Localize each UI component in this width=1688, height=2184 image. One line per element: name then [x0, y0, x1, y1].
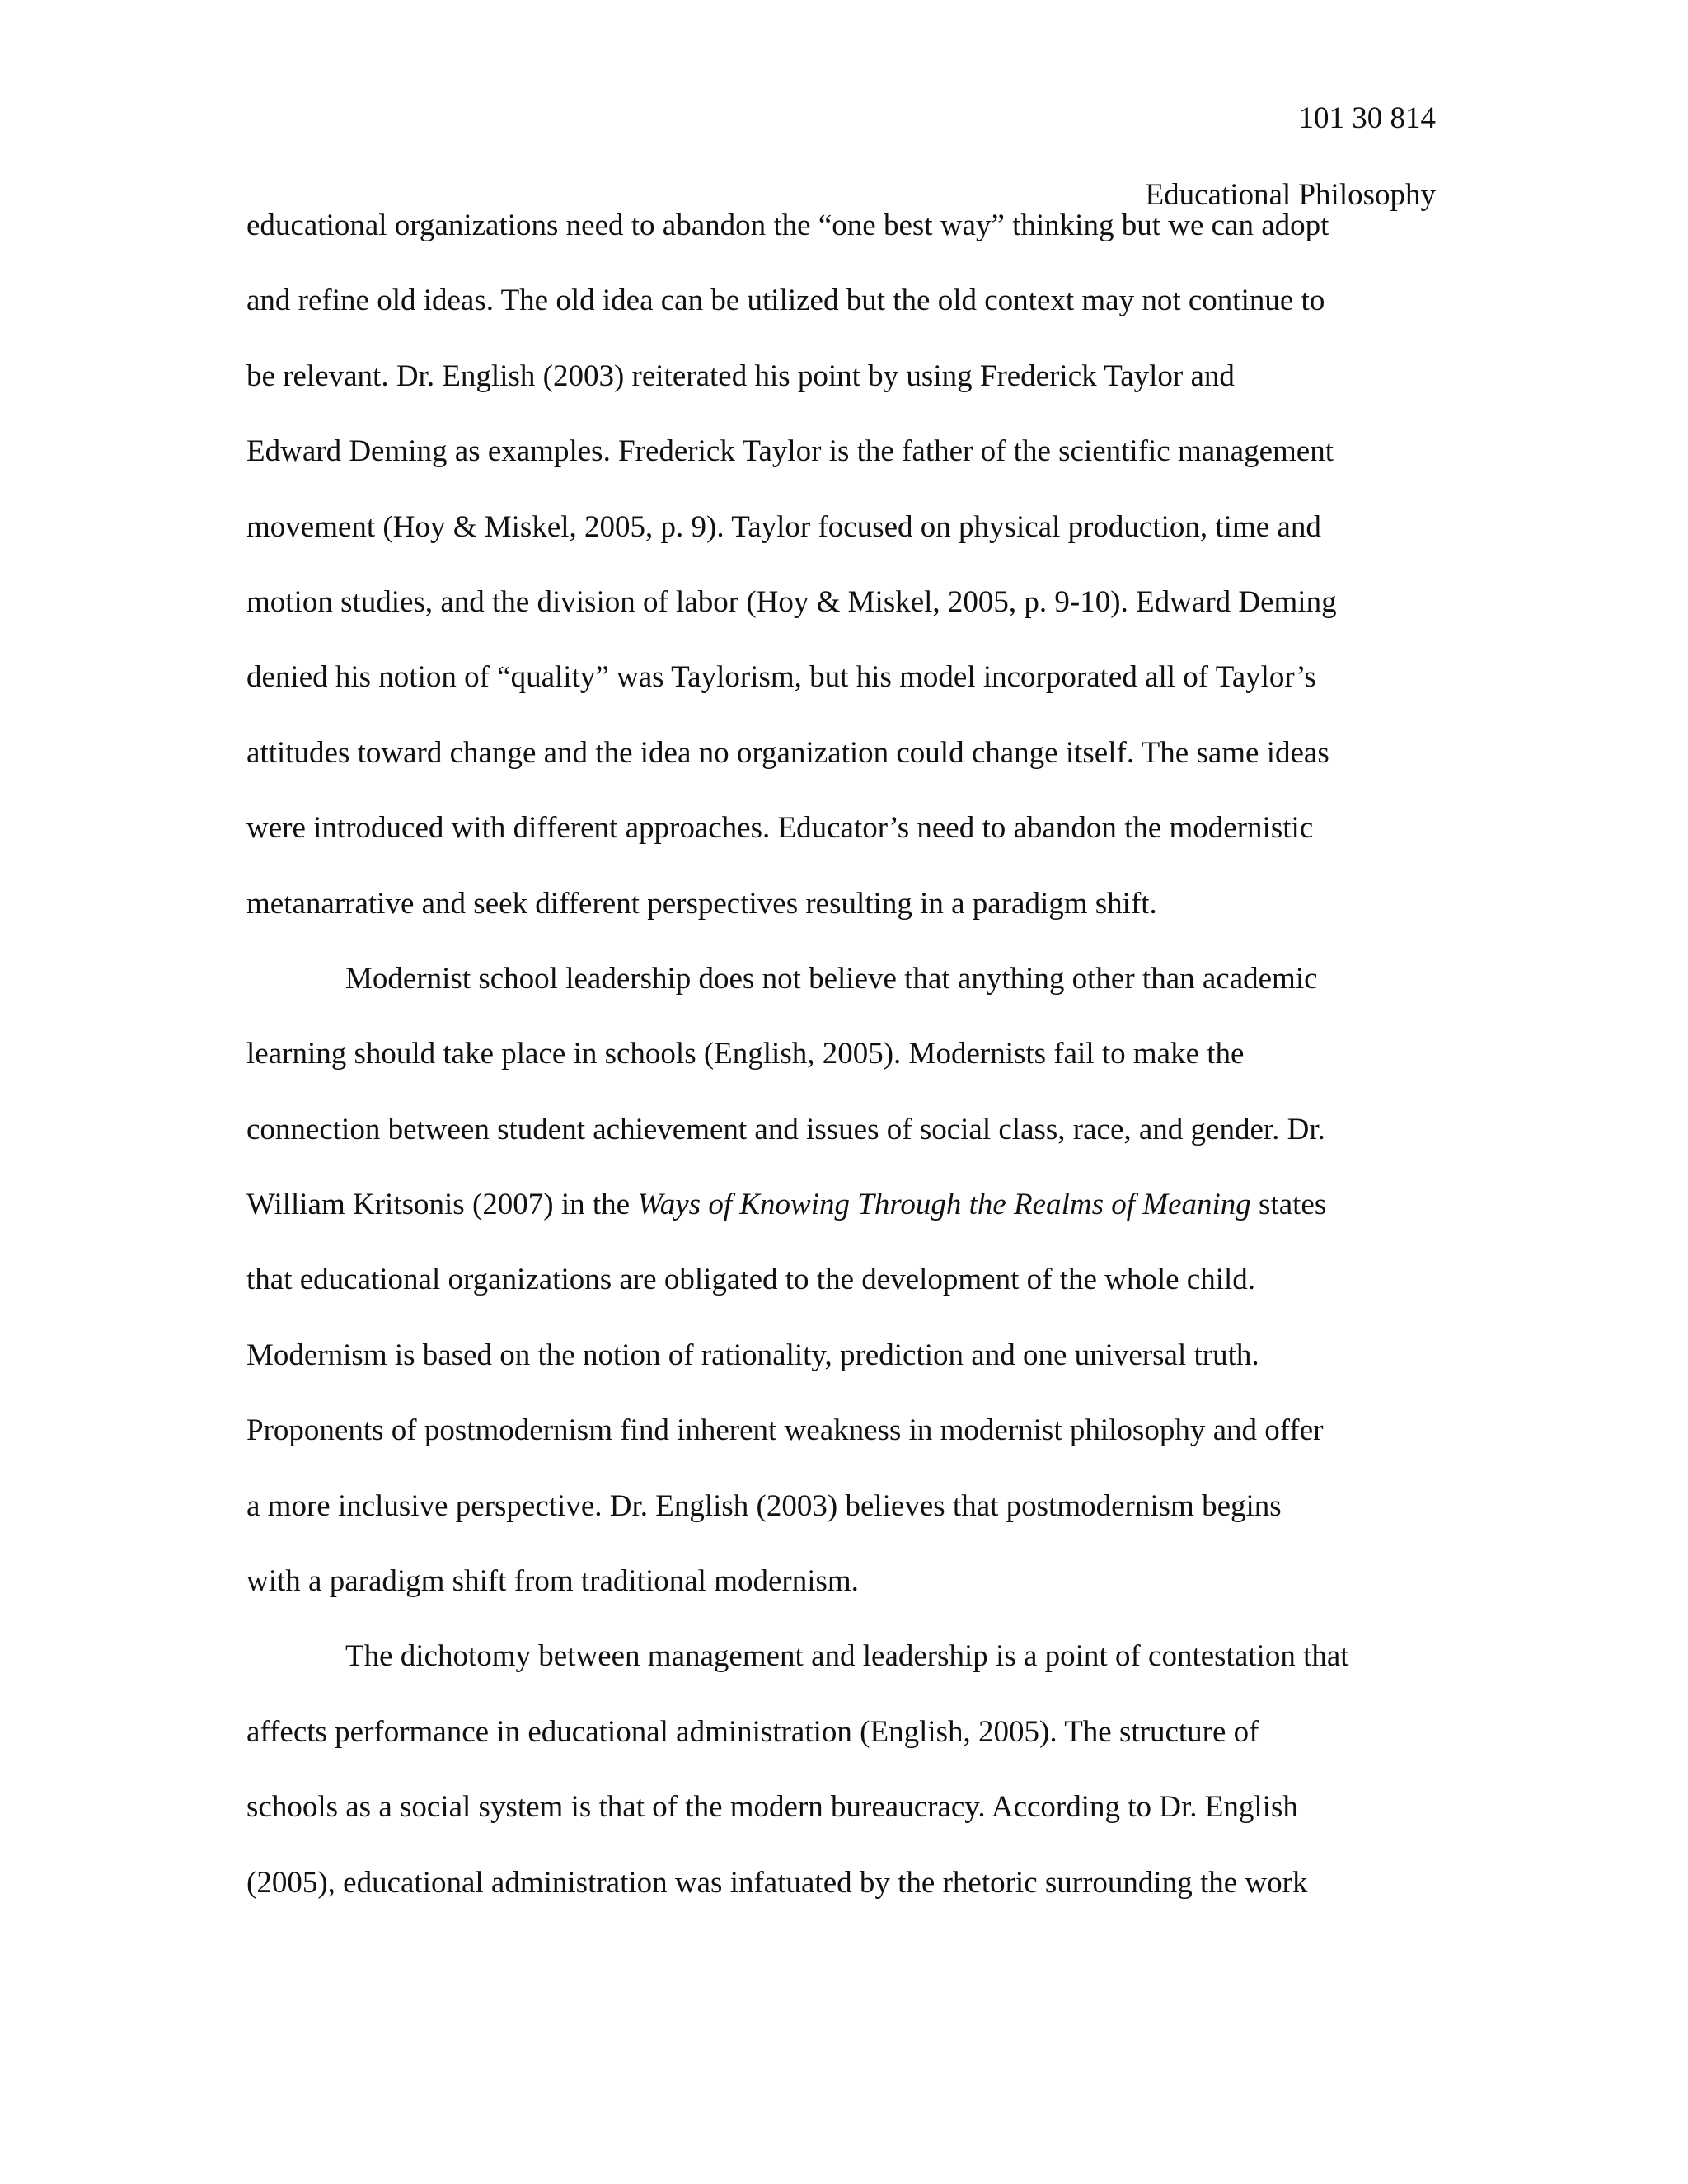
text-line: be relevant. Dr. English (2003) reiterated his point by using Frederick Taylor and — [246, 359, 1235, 393]
text-line: educational organizations need to abandon the “one best way” thinking but we can adopt — [246, 209, 1329, 242]
text-line: affects performance in educational administration (English, 2005). The structure of — [246, 1714, 1259, 1749]
text-line: learning should take place in schools (English, 2005). Modernists fail to make the — [246, 1037, 1245, 1071]
text-segment: William Kritsonis (2007) in the — [246, 1188, 638, 1222]
text-line: movement (Hoy & Miskel, 2005, p. 9). Taylor focused on physical production, time and — [246, 509, 1321, 544]
text-segment: states — [1250, 1188, 1327, 1222]
text-line: attitudes toward change and the idea no organization could change itself. The same ideas — [246, 735, 1329, 770]
text-line: motion studies, and the division of labor (Hoy & Miskel, 2005, p. 9-10). Edward Deming — [246, 584, 1337, 619]
body-text — [246, 208, 1450, 1940]
text-line: Proponents of postmodernism find inherent weakness in modernist philosophy and offer — [246, 1413, 1324, 1448]
book-title: Ways of Knowing Through the Realms of Meaning — [637, 1188, 1251, 1222]
paragraph-start-line: Modernist school leadership does not believe that anything other than academic — [345, 961, 1318, 996]
text-line: with a paradigm shift from traditional modernism. — [246, 1564, 859, 1599]
text-line: Modernism is based on the notion of rationality, prediction and one universal truth. — [246, 1338, 1259, 1372]
text-line: were introduced with different approaches. Educator’s need to abandon the modernistic — [246, 811, 1314, 846]
running-title: Educational Philosophy — [1145, 178, 1436, 212]
text-line: and refine old ideas. The old idea can be utilized but the old context may not continue to — [246, 284, 1325, 318]
text-line: metanarrative and seek different perspectives resulting in a paradigm shift. — [246, 886, 1157, 921]
text-line: that educational organizations are obligated to the development of the whole child. — [246, 1263, 1256, 1297]
text-line: Edward Deming as examples. Frederick Taylor is the father of the scientific management — [246, 434, 1334, 469]
text-line: schools as a social system is that of the modern bureaucracy. According to Dr. English — [246, 1790, 1298, 1825]
text-line-with-book-title — [246, 1187, 1450, 1262]
text-line: denied his notion of “quality” was Taylorism, but his model incorporated all of Taylor’s — [246, 660, 1316, 695]
text-line: a more inclusive perspective. Dr. English (2003) believes that postmodernism begins — [246, 1488, 1282, 1523]
paragraph-start-line: The dichotomy between management and leadership is a point of contestation that — [345, 1639, 1349, 1674]
text-line: connection between student achievement and issues of social class, race, and gender. Dr. — [246, 1112, 1325, 1146]
page-number: 101 30 814 — [1298, 101, 1436, 135]
text-line: (2005), educational administration was infatuated by the rhetoric surrounding the work — [246, 1865, 1308, 1900]
